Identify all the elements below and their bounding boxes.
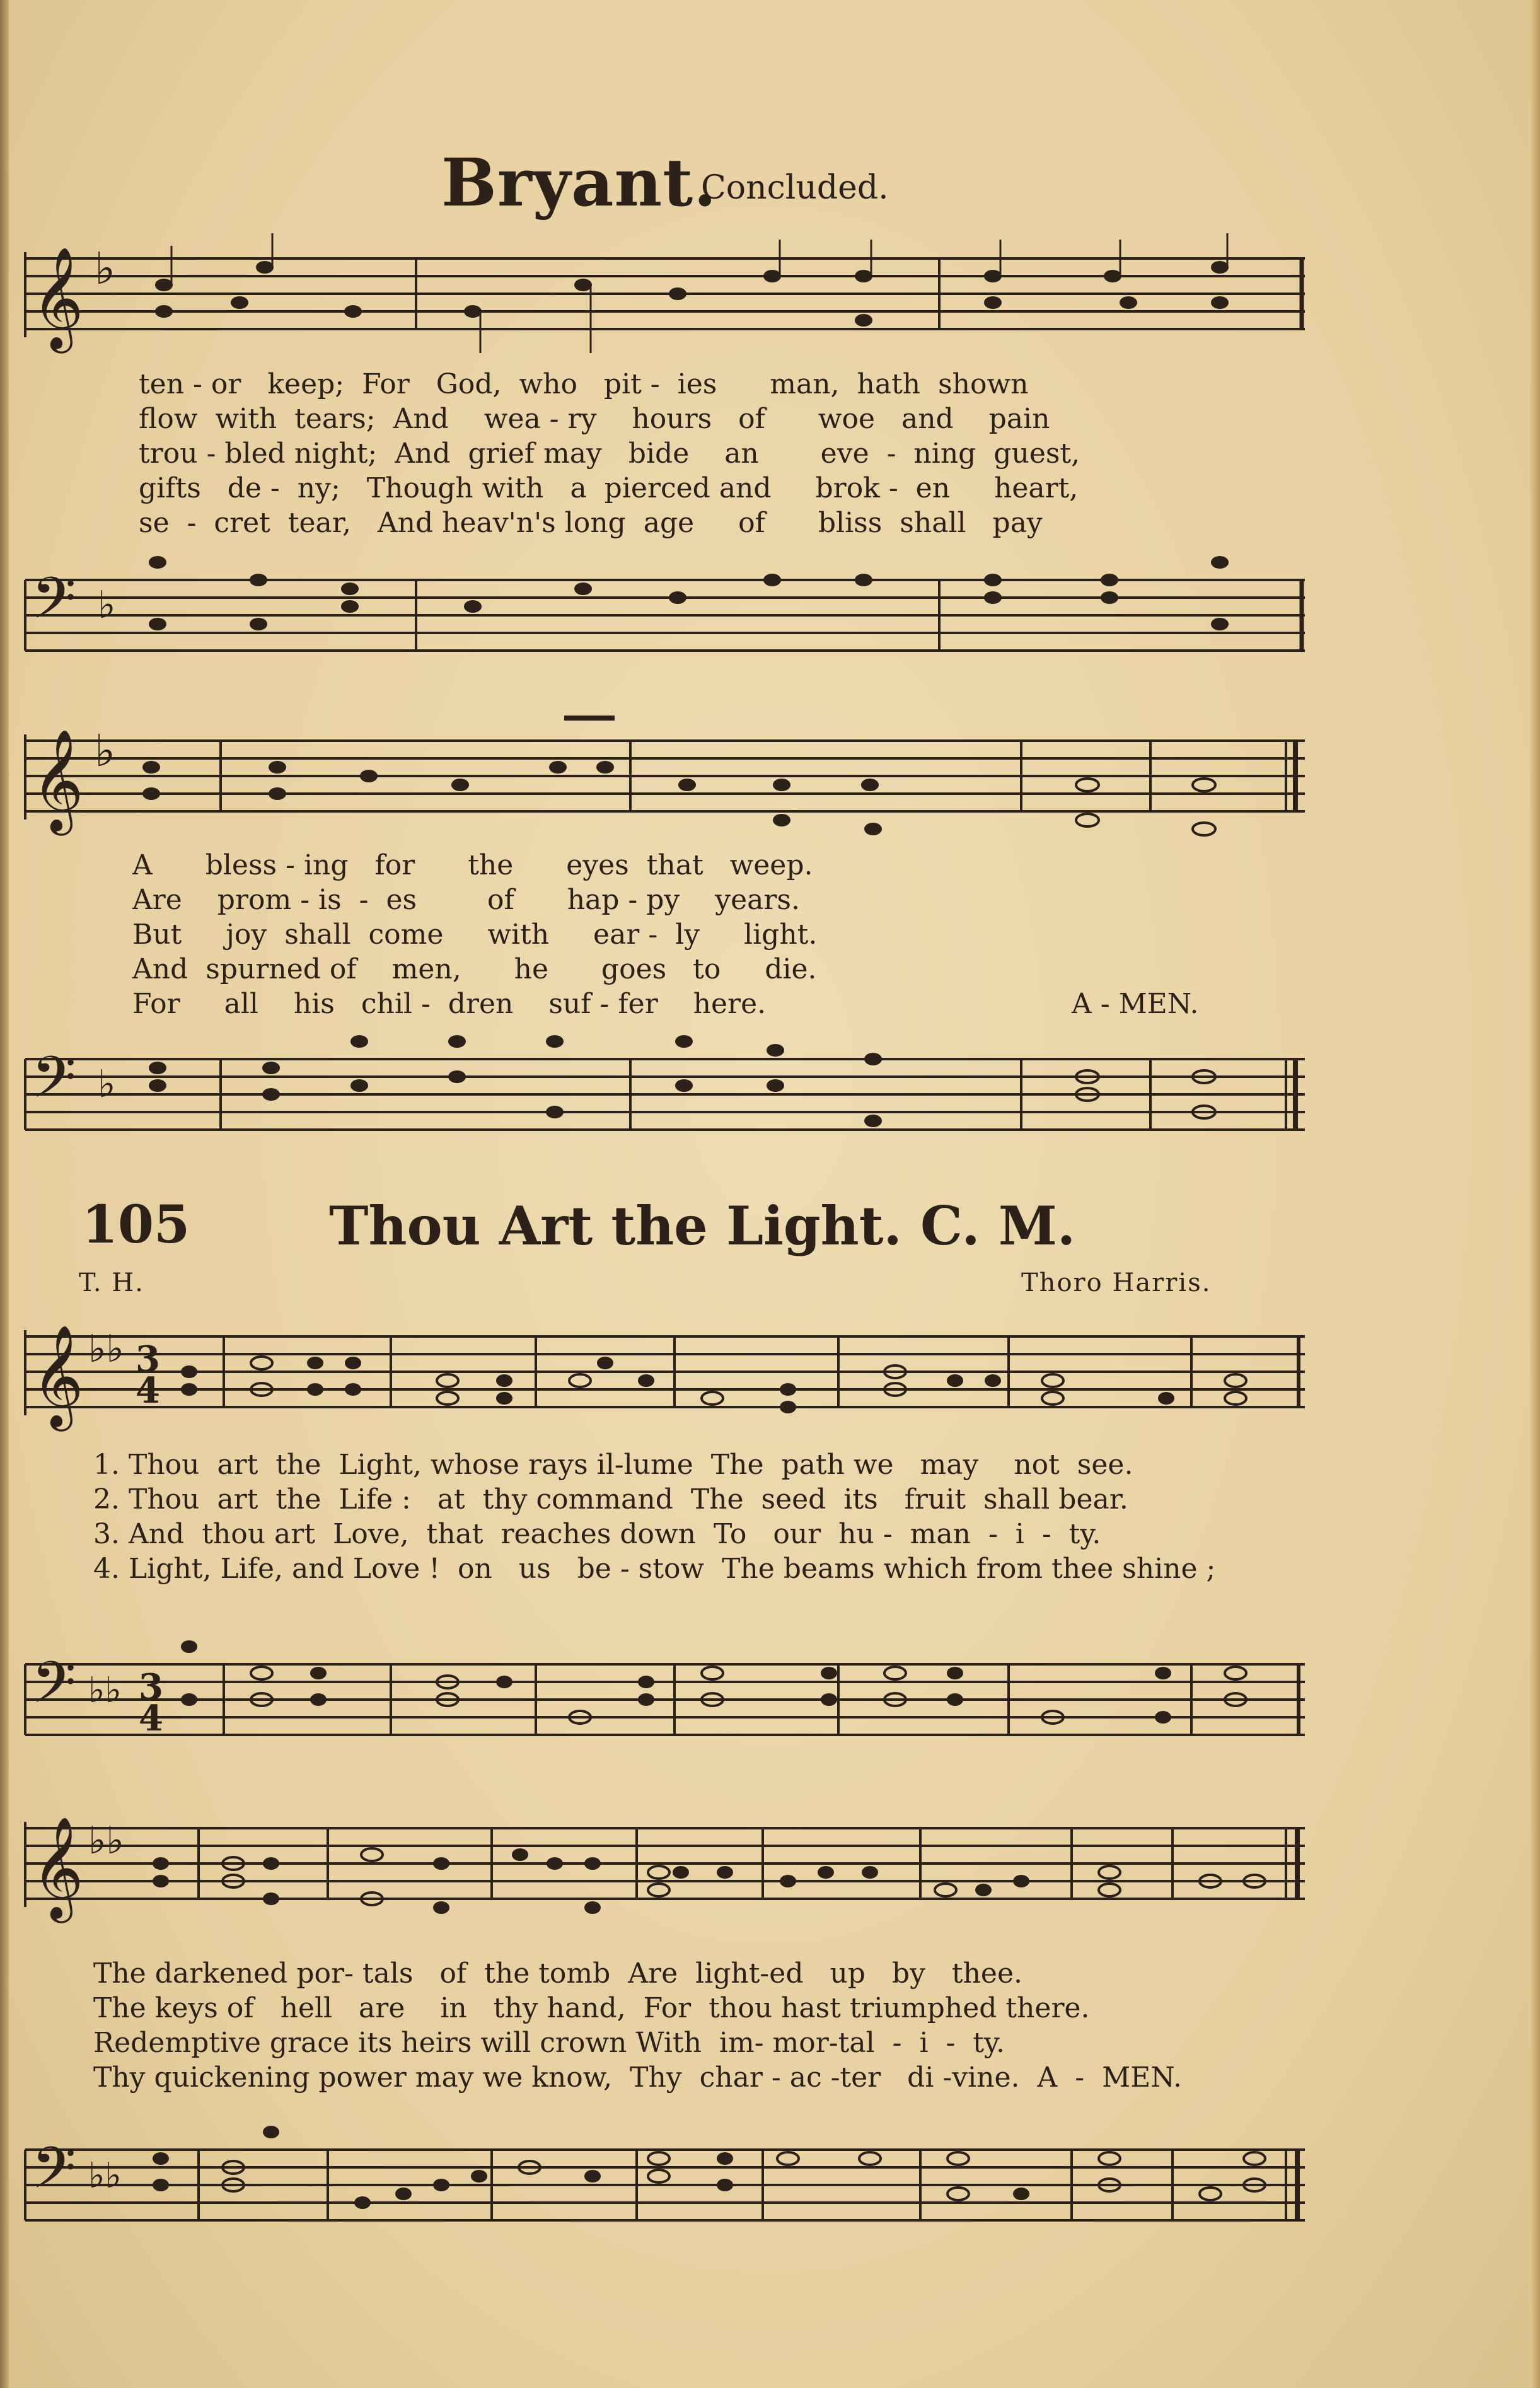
- music-credit: Thoro Harris.: [1021, 1268, 1212, 1297]
- svg-text:3: 3: [139, 1666, 163, 1708]
- hymn-verses-part2: [93, 1956, 1182, 2095]
- svg-text:𝄞: 𝄞: [32, 1324, 84, 1427]
- svg-text:4: 4: [136, 1370, 160, 1411]
- lyric-line: gifts de - ny; Though with a pierced and brok - en heart,: [139, 472, 1079, 504]
- svg-text:♭♭: ♭♭: [88, 1327, 124, 1371]
- bryant-system1-lyrics: [139, 367, 1080, 540]
- svg-text:4: 4: [139, 1698, 163, 1739]
- lyric-line: But joy shall come with ear - ly light.: [132, 919, 818, 951]
- hymn-number: 105: [82, 1195, 190, 1255]
- bryant-system1-bass-staff: [0, 555, 1540, 681]
- svg-text:𝄞: 𝄞: [32, 1816, 84, 1919]
- svg-text:𝄢: 𝄢: [32, 1649, 76, 1730]
- bryant-system2-treble-staff: [0, 716, 1540, 842]
- svg-text:𝄞: 𝄞: [32, 246, 84, 349]
- lyric-line: The keys of hell are in thy hand, For thou hast triumphed there.: [93, 1992, 1090, 2024]
- svg-text:♭♭: ♭♭: [88, 1819, 124, 1863]
- words-credit: T. H.: [79, 1268, 144, 1297]
- svg-text:♭: ♭: [98, 1062, 116, 1106]
- lyric-line: flow with tears; And wea - ry hours of woe and pain: [139, 403, 1050, 435]
- lyric-line: Thy quickening power may we know, Thy char - ac -ter di -vine. A - MEN.: [93, 2061, 1182, 2094]
- lyric-line: 3. And thou art Love, that reaches down To our hu - man - i - ty.: [93, 1518, 1101, 1550]
- lyric-line: Redemptive grace its heirs will crown With im- mor-tal - i - ty.: [93, 2027, 1005, 2059]
- svg-text:♭: ♭: [95, 243, 116, 294]
- hymn-system1-treble-staff: [0, 1311, 1540, 1450]
- svg-text:𝄢: 𝄢: [32, 565, 76, 646]
- lyric-line: The darkened por- tals of the tomb Are light-ed up by thee.: [93, 1957, 1022, 1990]
- hymn-system2-treble-staff: [0, 1803, 1540, 1942]
- hymn-verses-part1: [93, 1447, 1215, 1586]
- hymn-title: Thou Art the Light. C. M.: [329, 1195, 1076, 1257]
- bryant-system2-lyrics: [132, 848, 817, 1021]
- bryant-amen: A - MEN.: [1072, 988, 1199, 1020]
- svg-text:♭♭: ♭♭: [88, 2155, 122, 2196]
- bryant-system1-treble-staff: [0, 233, 1540, 359]
- lyric-line: se - cret tear, And heav'n's long age of bliss shall pay: [139, 507, 1043, 539]
- page-title: Bryant.: [441, 144, 717, 221]
- lyric-line: 1. Thou art the Light, whose rays il-lume The path we may not see.: [93, 1449, 1133, 1481]
- lyric-line: ten - or keep; For God, who pit - ies man, hath shown: [139, 368, 1029, 400]
- hymn-system1-bass-staff: [0, 1639, 1540, 1778]
- lyric-line: trou - bled night; And grief may bide an eve - ning guest,: [139, 438, 1080, 470]
- svg-text:𝄢: 𝄢: [32, 1044, 76, 1125]
- lyric-line: And spurned of men, he goes to die.: [132, 953, 817, 985]
- svg-text:♭: ♭: [98, 583, 116, 627]
- hymn-system2-bass-staff: [0, 2124, 1540, 2263]
- lyric-line: A bless - ing for the eyes that weep.: [132, 849, 813, 881]
- svg-text:𝄞: 𝄞: [32, 729, 84, 832]
- svg-text:𝄢: 𝄢: [32, 2135, 76, 2215]
- lyric-line: 2. Thou art the Life : at thy command The seed its fruit shall bear.: [93, 1483, 1128, 1516]
- svg-text:♭: ♭: [95, 725, 116, 777]
- bryant-system2-bass-staff: [0, 1034, 1540, 1160]
- lyric-line: 4. Light, Life, and Love ! on us be - stow The beams which from thee shine ;: [93, 1553, 1216, 1585]
- lyric-line: Are prom - is - es of hap - py years.: [132, 884, 800, 916]
- svg-text:♭♭: ♭♭: [88, 1670, 122, 1711]
- lyric-line: For all his chil - dren suf - fer here.: [132, 988, 767, 1020]
- page-subtitle: Concluded.: [701, 169, 889, 207]
- svg-text:3: 3: [136, 1338, 160, 1380]
